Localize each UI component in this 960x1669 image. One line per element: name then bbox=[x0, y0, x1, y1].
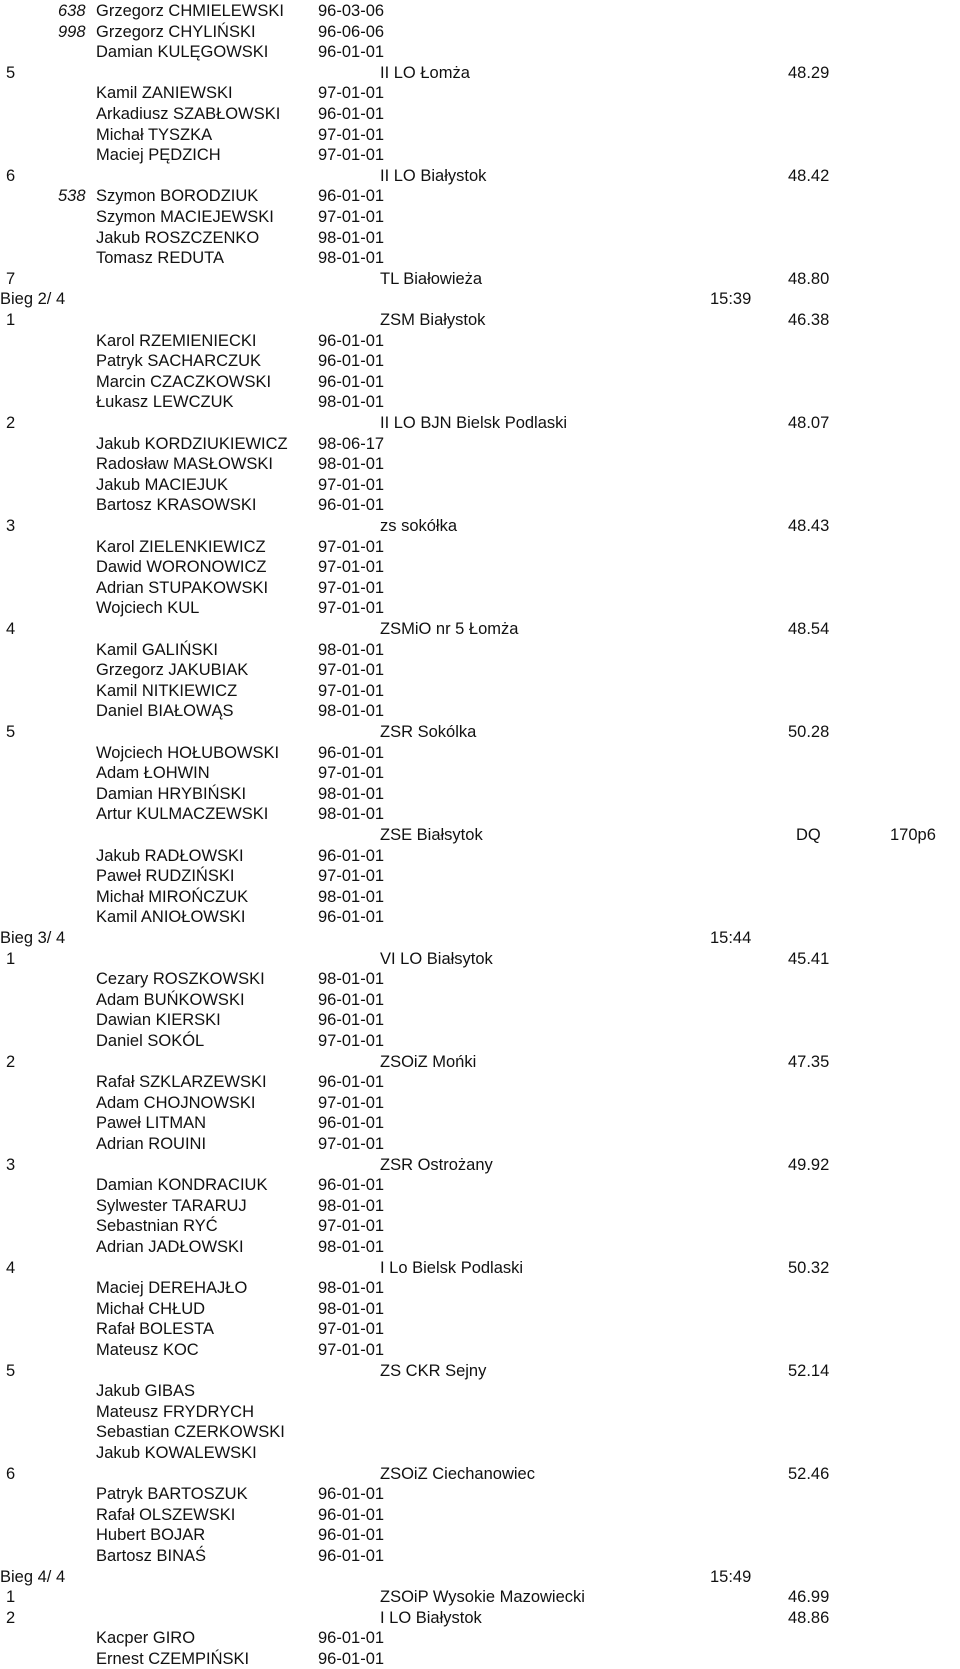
athlete-row bbox=[0, 640, 960, 660]
athlete-name: Adam CHOJNOWSKI bbox=[96, 1093, 256, 1112]
athlete-birthdate: 98-01-01 bbox=[318, 970, 385, 989]
heat-start-time: 15:39 bbox=[710, 290, 752, 309]
athlete-bib: 998 bbox=[58, 22, 86, 41]
athlete-row bbox=[0, 248, 960, 268]
team-result-row bbox=[0, 310, 960, 330]
athlete-birthdate: 96-01-01 bbox=[318, 1073, 385, 1092]
team-result-row bbox=[0, 1361, 960, 1381]
team-result-row bbox=[0, 413, 960, 433]
athlete-name: Kamil GALIŃSKI bbox=[96, 640, 218, 659]
athlete-row bbox=[0, 681, 960, 701]
athlete-row bbox=[0, 1319, 960, 1339]
athlete-row bbox=[0, 660, 960, 680]
athlete-birthdate: 98-01-01 bbox=[318, 887, 385, 906]
athlete-name: Patryk BARTOSZUK bbox=[96, 1485, 248, 1504]
athlete-birthdate: 97-01-01 bbox=[318, 1032, 385, 1050]
athlete-row bbox=[0, 186, 960, 206]
athlete-birthdate: 97-01-01 bbox=[318, 208, 385, 226]
athlete-name: Michał TYSZKA bbox=[96, 125, 213, 144]
team-result-row bbox=[0, 1155, 960, 1175]
athlete-name: Grzegorz JAKUBIAK bbox=[96, 661, 249, 680]
team-place: 4 bbox=[6, 1258, 16, 1277]
athlete-birthdate: 96-01-01 bbox=[318, 372, 385, 391]
team-name: ZS CKR Sejny bbox=[380, 1361, 487, 1380]
athlete-name: Adrian ROUINI bbox=[96, 1135, 207, 1153]
athlete-name: Wojciech HOŁUBOWSKI bbox=[96, 743, 280, 762]
athlete-row bbox=[0, 434, 960, 454]
team-place: 5 bbox=[6, 1361, 16, 1380]
team-result-row bbox=[0, 63, 960, 83]
athlete-row bbox=[0, 1443, 960, 1463]
athlete-row bbox=[0, 351, 960, 371]
athlete-name: Tomasz REDUTA bbox=[96, 249, 225, 268]
athlete-birthdate: 97-01-01 bbox=[318, 475, 385, 494]
athlete-row bbox=[0, 1072, 960, 1092]
athlete-name: Dawid WORONOWICZ bbox=[96, 558, 267, 577]
athlete-name: Jakub MACIEJUK bbox=[96, 475, 229, 494]
athlete-name: Adrian JADŁOWSKI bbox=[96, 1238, 244, 1256]
athlete-name: Michał MIROŃCZUK bbox=[96, 887, 249, 906]
athlete-birthdate: 97-01-01 bbox=[318, 681, 385, 700]
team-time: 48.07 bbox=[788, 414, 830, 432]
athlete-name: Maciej PĘDZICH bbox=[96, 146, 221, 165]
team-name: ZSE Białsytok bbox=[380, 826, 483, 844]
team-name: TL Białowieża bbox=[380, 269, 483, 288]
athlete-name: Bartosz BINAŚ bbox=[96, 1547, 207, 1565]
team-time: 47.35 bbox=[788, 1052, 830, 1071]
athlete-name: Adrian STUPAKOWSKI bbox=[96, 578, 269, 597]
team-name: I LO Białystok bbox=[380, 1608, 482, 1627]
athlete-row bbox=[0, 846, 960, 866]
team-time: 50.28 bbox=[788, 723, 830, 741]
athlete-birthdate: 97-01-01 bbox=[318, 146, 385, 165]
athlete-row bbox=[0, 475, 960, 495]
athlete-birthdate: 96-01-01 bbox=[318, 105, 385, 123]
athlete-row bbox=[0, 763, 960, 783]
team-time: 45.41 bbox=[788, 949, 830, 968]
athlete-birthdate: 96-01-01 bbox=[318, 743, 385, 762]
athlete-birthdate: 98-06-17 bbox=[318, 434, 385, 453]
athlete-name: Kamil ANIOŁOWSKI bbox=[96, 908, 246, 927]
team-place: 3 bbox=[6, 517, 16, 535]
athlete-birthdate: 96-01-01 bbox=[318, 1505, 385, 1524]
team-result-row bbox=[0, 722, 960, 742]
athlete-row bbox=[0, 1010, 960, 1030]
athlete-name: Damian HRYBIŃSKI bbox=[96, 784, 247, 803]
athlete-birthdate: 96-01-01 bbox=[318, 1629, 385, 1648]
athlete-birthdate: 96-01-01 bbox=[318, 846, 385, 865]
athlete-birthdate: 96-01-01 bbox=[318, 1485, 385, 1504]
athlete-name: Rafał SZKLARZEWSKI bbox=[96, 1073, 267, 1092]
team-time: 52.46 bbox=[788, 1464, 830, 1483]
athlete-birthdate: 96-01-01 bbox=[318, 1526, 385, 1545]
athlete-birthdate: 97-01-01 bbox=[318, 84, 385, 103]
athlete-name: Karol RZEMIENIECKI bbox=[96, 331, 257, 350]
team-name: ZSOiP Wysokie Mazowiecki bbox=[380, 1588, 585, 1607]
athlete-name: Radosław MASŁOWSKI bbox=[96, 455, 273, 474]
athlete-row bbox=[0, 228, 960, 248]
athlete-row bbox=[0, 804, 960, 824]
athlete-name: Kamil NITKIEWICZ bbox=[96, 681, 238, 700]
team-place: 7 bbox=[6, 269, 16, 288]
athlete-birthdate: 97-01-01 bbox=[318, 1135, 385, 1153]
athlete-name: Jakub GIBAS bbox=[96, 1382, 196, 1401]
athlete-row bbox=[0, 784, 960, 804]
team-place: 5 bbox=[6, 723, 16, 741]
athlete-birthdate: 97-01-01 bbox=[318, 1217, 385, 1236]
athlete-row bbox=[0, 1484, 960, 1504]
athlete-birthdate: 97-01-01 bbox=[318, 661, 385, 680]
athlete-name: Dawian KIERSKI bbox=[96, 1011, 221, 1030]
team-time: 52.14 bbox=[788, 1361, 830, 1380]
athlete-name: Arkadiusz SZABŁOWSKI bbox=[96, 105, 281, 123]
team-result-row bbox=[0, 1464, 960, 1484]
team-name: zs sokółka bbox=[380, 517, 458, 535]
athlete-row bbox=[0, 557, 960, 577]
team-result-row bbox=[0, 269, 960, 289]
team-result-row bbox=[0, 516, 960, 536]
athlete-row bbox=[0, 537, 960, 557]
team-place: 1 bbox=[6, 949, 16, 968]
team-name: ZSOiZ Mońki bbox=[380, 1052, 477, 1071]
athlete-row bbox=[0, 1113, 960, 1133]
athlete-row bbox=[0, 1402, 960, 1422]
athlete-name: Jakub KORDZIUKIEWICZ bbox=[96, 434, 288, 453]
athlete-birthdate: 97-01-01 bbox=[318, 125, 385, 144]
athlete-name: Wojciech KUL bbox=[96, 599, 200, 618]
athlete-row bbox=[0, 392, 960, 412]
athlete-row bbox=[0, 1278, 960, 1298]
team-result-row bbox=[0, 1258, 960, 1278]
athlete-birthdate: 96-01-01 bbox=[318, 1547, 385, 1565]
team-time: 50.32 bbox=[788, 1258, 830, 1277]
athlete-birthdate: 98-01-01 bbox=[318, 393, 385, 412]
athlete-name: Jakub KOWALEWSKI bbox=[96, 1444, 257, 1462]
athlete-row bbox=[0, 1381, 960, 1401]
athlete-name: Jakub ROSZCZENKO bbox=[96, 228, 260, 247]
athlete-row bbox=[0, 1216, 960, 1236]
athlete-name: Sebastian CZERKOWSKI bbox=[96, 1423, 285, 1442]
athlete-birthdate: 97-01-01 bbox=[318, 537, 385, 556]
athlete-name: Kamil ZANIEWSKI bbox=[96, 84, 233, 103]
athlete-row bbox=[0, 578, 960, 598]
team-place: 6 bbox=[6, 1464, 16, 1483]
team-time: 48.43 bbox=[788, 517, 830, 535]
athlete-name: Paweł LITMAN bbox=[96, 1114, 207, 1133]
athlete-row bbox=[0, 1649, 960, 1669]
athlete-birthdate: 97-01-01 bbox=[318, 558, 385, 577]
athlete-row bbox=[0, 969, 960, 989]
athlete-row bbox=[0, 1031, 960, 1051]
athlete-name: Sebastnian RYĆ bbox=[96, 1217, 218, 1236]
team-place: 1 bbox=[6, 1588, 16, 1607]
athlete-name: Karol ZIELENKIEWICZ bbox=[96, 537, 266, 556]
athlete-row bbox=[0, 145, 960, 165]
team-place: 2 bbox=[6, 414, 16, 432]
athlete-name: Grzegorz CHMIELEWSKI bbox=[96, 2, 284, 20]
athlete-row bbox=[0, 1422, 960, 1442]
athlete-row bbox=[0, 83, 960, 103]
athlete-name: Paweł RUDZIŃSKI bbox=[96, 867, 235, 886]
athlete-name: Rafał OLSZEWSKI bbox=[96, 1505, 236, 1524]
team-time: DQ bbox=[796, 826, 821, 844]
athlete-name: Damian KULĘGOWSKI bbox=[96, 43, 269, 62]
athlete-birthdate: 96-06-06 bbox=[318, 22, 385, 41]
athlete-birthdate: 97-01-01 bbox=[318, 1093, 385, 1112]
athlete-row bbox=[0, 907, 960, 927]
athlete-birthdate: 97-01-01 bbox=[318, 764, 385, 783]
athlete-birthdate: 98-01-01 bbox=[318, 228, 385, 247]
team-name: ZSM Białystok bbox=[380, 311, 486, 329]
heat-start-time: 15:44 bbox=[710, 929, 752, 947]
athlete-name: Grzegorz CHYLIŃSKI bbox=[96, 22, 256, 41]
athlete-name: Łukasz LEWCZUK bbox=[96, 393, 234, 412]
athlete-bib: 638 bbox=[58, 2, 86, 20]
athlete-name: Adam BUŃKOWSKI bbox=[96, 990, 245, 1009]
athlete-row bbox=[0, 22, 960, 42]
athlete-row bbox=[0, 1, 960, 21]
athlete-name: Maciej DEREHAJŁO bbox=[96, 1279, 248, 1298]
athlete-row bbox=[0, 1340, 960, 1360]
team-result-row bbox=[0, 619, 960, 639]
athlete-birthdate: 96-01-01 bbox=[318, 1650, 385, 1668]
team-result-row bbox=[0, 1052, 960, 1072]
team-place: 2 bbox=[6, 1052, 16, 1071]
athlete-name: Marcin CZACZKOWSKI bbox=[96, 372, 272, 391]
athlete-row bbox=[0, 1546, 960, 1566]
team-place: 4 bbox=[6, 620, 16, 638]
heat-header bbox=[0, 1567, 960, 1587]
athlete-birthdate: 96-01-01 bbox=[318, 908, 385, 927]
athlete-name: Cezary ROSZKOWSKI bbox=[96, 970, 265, 989]
team-time: 48.42 bbox=[788, 166, 830, 185]
athlete-birthdate: 97-01-01 bbox=[318, 578, 385, 597]
athlete-birthdate: 96-01-01 bbox=[318, 1011, 385, 1030]
athlete-row bbox=[0, 207, 960, 227]
heat-label: Bieg 4/ 4 bbox=[0, 1567, 66, 1586]
athlete-birthdate: 96-01-01 bbox=[318, 1176, 385, 1195]
athlete-name: Rafał BOLESTA bbox=[96, 1320, 214, 1339]
athlete-row bbox=[0, 495, 960, 515]
athlete-name: Bartosz KRASOWSKI bbox=[96, 496, 257, 515]
athlete-name: Daniel BIAŁOWĄS bbox=[96, 702, 234, 721]
team-result-row bbox=[0, 1608, 960, 1628]
athlete-row bbox=[0, 598, 960, 618]
team-name: VI LO Białsytok bbox=[380, 949, 493, 968]
athlete-row bbox=[0, 866, 960, 886]
athlete-row bbox=[0, 1525, 960, 1545]
athlete-name: Patryk SACHARCZUK bbox=[96, 352, 262, 371]
athlete-row bbox=[0, 42, 960, 62]
athlete-row bbox=[0, 1237, 960, 1257]
heat-label: Bieg 3/ 4 bbox=[0, 929, 66, 947]
athlete-name: Kacper GIRO bbox=[96, 1629, 196, 1648]
team-time: 48.86 bbox=[788, 1608, 830, 1627]
team-result-row bbox=[0, 825, 960, 845]
athlete-birthdate: 97-01-01 bbox=[318, 1320, 385, 1339]
athlete-birthdate: 98-01-01 bbox=[318, 1238, 385, 1256]
heat-header bbox=[0, 289, 960, 309]
athlete-name: Sylwester TARARUJ bbox=[96, 1196, 247, 1215]
athlete-row bbox=[0, 1134, 960, 1154]
athlete-birthdate: 96-01-01 bbox=[318, 1114, 385, 1133]
team-place: 1 bbox=[6, 311, 16, 329]
team-name: I Lo Bielsk Podlaski bbox=[380, 1258, 524, 1277]
team-time: 48.29 bbox=[788, 63, 830, 82]
athlete-row bbox=[0, 331, 960, 351]
athlete-row bbox=[0, 372, 960, 392]
athlete-name: Daniel SOKÓL bbox=[96, 1032, 205, 1050]
athlete-name: Szymon BORODZIUK bbox=[96, 187, 259, 206]
team-note: 170p6 bbox=[890, 826, 936, 844]
athlete-row bbox=[0, 990, 960, 1010]
athlete-birthdate: 98-01-01 bbox=[318, 1299, 385, 1318]
athlete-birthdate: 98-01-01 bbox=[318, 1196, 385, 1215]
athlete-row bbox=[0, 1505, 960, 1525]
athlete-row bbox=[0, 743, 960, 763]
athlete-birthdate: 98-01-01 bbox=[318, 640, 385, 659]
athlete-name: Szymon MACIEJEWSKI bbox=[96, 208, 274, 226]
athlete-name: Hubert BOJAR bbox=[96, 1526, 206, 1545]
athlete-row bbox=[0, 454, 960, 474]
team-name: II LO Łomża bbox=[380, 63, 470, 82]
athlete-birthdate: 98-01-01 bbox=[318, 1279, 385, 1298]
team-place: 6 bbox=[6, 166, 16, 185]
athlete-row bbox=[0, 1196, 960, 1216]
athlete-name: Adam ŁOHWIN bbox=[96, 764, 210, 783]
team-time: 48.54 bbox=[788, 620, 830, 638]
athlete-row bbox=[0, 1175, 960, 1195]
athlete-name: Jakub RADŁOWSKI bbox=[96, 846, 244, 865]
athlete-birthdate: 98-01-01 bbox=[318, 455, 385, 474]
athlete-row bbox=[0, 125, 960, 145]
athlete-row bbox=[0, 887, 960, 907]
athlete-birthdate: 98-01-01 bbox=[318, 805, 385, 824]
athlete-birthdate: 98-01-01 bbox=[318, 249, 385, 268]
athlete-birthdate: 96-01-01 bbox=[318, 187, 385, 206]
athlete-birthdate: 96-01-01 bbox=[318, 990, 385, 1009]
athlete-birthdate: 96-03-06 bbox=[318, 2, 385, 20]
athlete-name: Ernest CZEMPIŃSKI bbox=[96, 1650, 250, 1668]
athlete-birthdate: 98-01-01 bbox=[318, 702, 385, 721]
athlete-bib: 538 bbox=[58, 187, 86, 206]
athlete-name: Michał CHŁUD bbox=[96, 1299, 206, 1318]
team-result-row bbox=[0, 1587, 960, 1607]
team-place: 5 bbox=[6, 63, 16, 82]
team-result-row bbox=[0, 949, 960, 969]
heat-header bbox=[0, 928, 960, 948]
athlete-row bbox=[0, 1628, 960, 1648]
team-name: ZSR Ostrożany bbox=[380, 1155, 493, 1174]
athlete-name: Mateusz FRYDRYCH bbox=[96, 1402, 255, 1421]
athlete-row bbox=[0, 1093, 960, 1113]
athlete-birthdate: 96-01-01 bbox=[318, 331, 385, 350]
team-time: 49.92 bbox=[788, 1155, 830, 1174]
athlete-birthdate: 98-01-01 bbox=[318, 784, 385, 803]
team-name: ZSR Sokólka bbox=[380, 723, 477, 741]
heat-label: Bieg 2/ 4 bbox=[0, 290, 66, 309]
athlete-birthdate: 96-01-01 bbox=[318, 43, 385, 62]
team-place: 3 bbox=[6, 1155, 16, 1174]
athlete-row bbox=[0, 701, 960, 721]
athlete-birthdate: 96-01-01 bbox=[318, 496, 385, 515]
athlete-name: Damian KONDRACIUK bbox=[96, 1176, 268, 1195]
team-place: 2 bbox=[6, 1608, 16, 1627]
team-time: 46.99 bbox=[788, 1588, 830, 1607]
team-name: ZSMiO nr 5 Łomża bbox=[380, 620, 519, 638]
athlete-name: Artur KULMACZEWSKI bbox=[96, 805, 269, 824]
team-name: II LO Białystok bbox=[380, 166, 487, 185]
athlete-birthdate: 97-01-01 bbox=[318, 867, 385, 886]
athlete-row bbox=[0, 1299, 960, 1319]
heat-start-time: 15:49 bbox=[710, 1567, 752, 1586]
team-result-row bbox=[0, 166, 960, 186]
athlete-birthdate: 97-01-01 bbox=[318, 599, 385, 618]
athlete-birthdate: 96-01-01 bbox=[318, 352, 385, 371]
team-time: 48.80 bbox=[788, 269, 830, 288]
team-name: ZSOiZ Ciechanowiec bbox=[380, 1464, 535, 1483]
team-time: 46.38 bbox=[788, 311, 830, 329]
team-name: II LO BJN Bielsk Podlaski bbox=[380, 414, 568, 432]
athlete-name: Mateusz KOC bbox=[96, 1341, 199, 1359]
athlete-birthdate: 97-01-01 bbox=[318, 1341, 385, 1359]
athlete-row bbox=[0, 104, 960, 124]
